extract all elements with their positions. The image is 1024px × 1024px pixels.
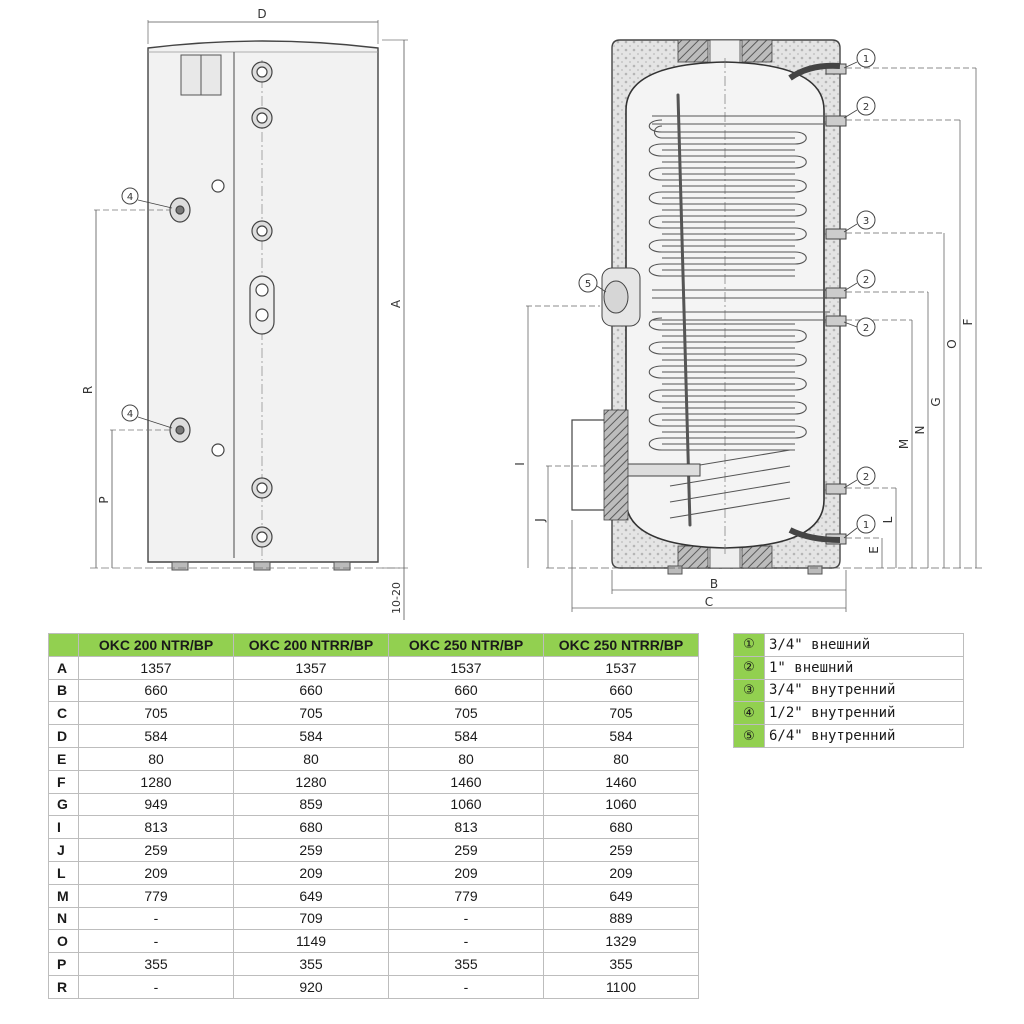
row-key: C — [49, 702, 79, 725]
row-key: D — [49, 725, 79, 748]
table-row — [49, 747, 699, 770]
table-cell: 660 — [389, 679, 544, 702]
table-cell: 859 — [234, 793, 389, 816]
table-cell: 680 — [234, 816, 389, 839]
row-key: L — [49, 861, 79, 884]
table-cell: 80 — [79, 747, 234, 770]
table-cell: 209 — [544, 861, 699, 884]
table-cell: 80 — [234, 747, 389, 770]
table-cell: 1460 — [389, 770, 544, 793]
front-view — [81, 7, 408, 620]
table-cell: 1357 — [234, 656, 389, 679]
table-cell: 1149 — [234, 930, 389, 953]
table-cell: 1357 — [79, 656, 234, 679]
table-row — [49, 884, 699, 907]
dim-label-e: E — [867, 546, 881, 554]
table-cell: 920 — [234, 975, 389, 998]
svg-text:2: 2 — [862, 472, 870, 483]
row-key: E — [49, 747, 79, 770]
table-cell: 209 — [234, 861, 389, 884]
table-cell: 709 — [234, 907, 389, 930]
table-cell: 660 — [79, 679, 234, 702]
table-row — [49, 816, 699, 839]
callout-2-c — [844, 318, 875, 336]
table-cell: 355 — [79, 953, 234, 976]
dim-label-p: P — [97, 496, 111, 504]
table-row — [49, 861, 699, 884]
legend-text: 1" внешний — [765, 656, 964, 679]
callout-1-top — [844, 49, 875, 68]
row-key: P — [49, 953, 79, 976]
table-cell: 1460 — [544, 770, 699, 793]
table-cell: 705 — [79, 702, 234, 725]
legend-item — [734, 725, 964, 748]
row-key: R — [49, 975, 79, 998]
table-cell: 889 — [544, 907, 699, 930]
legend-number: ① — [734, 634, 765, 657]
table-cell: 813 — [79, 816, 234, 839]
table-cell: 1280 — [234, 770, 389, 793]
table-row — [49, 907, 699, 930]
table-cell: 1100 — [544, 975, 699, 998]
legend-number: ④ — [734, 702, 765, 725]
table-cell: 779 — [389, 884, 544, 907]
table-row — [49, 656, 699, 679]
table-cell: 80 — [544, 747, 699, 770]
row-key: M — [49, 884, 79, 907]
dim-label-o: O — [945, 339, 959, 349]
legend-number: ⑤ — [734, 725, 765, 748]
table-row — [49, 930, 699, 953]
table-cell: - — [79, 930, 234, 953]
table-cell: 649 — [234, 884, 389, 907]
dim-label-d: D — [257, 7, 267, 21]
dim-label-b: B — [709, 577, 719, 591]
dim-label-a: A — [389, 299, 403, 309]
legend-number: ③ — [734, 679, 765, 702]
table-cell: 813 — [389, 816, 544, 839]
dim-label-m: M — [897, 438, 911, 450]
table-cell: 705 — [389, 702, 544, 725]
table-cell: 1537 — [544, 656, 699, 679]
callout-1-bottom — [844, 515, 875, 538]
table-cell: 584 — [389, 725, 544, 748]
table-row — [49, 702, 699, 725]
table-cell: 779 — [79, 884, 234, 907]
table-cell: 949 — [79, 793, 234, 816]
callout-2-d — [844, 467, 875, 488]
table-cell: - — [389, 930, 544, 953]
row-key: F — [49, 770, 79, 793]
dim-label-c: C — [704, 595, 714, 609]
row-key: B — [49, 679, 79, 702]
dimension-table — [48, 633, 699, 999]
table-cell: 584 — [544, 725, 699, 748]
table-cell: 209 — [79, 861, 234, 884]
table-cell: 705 — [544, 702, 699, 725]
row-key: I — [49, 816, 79, 839]
table-cell: 660 — [234, 679, 389, 702]
column-header: OKC 250 NTRR/BP — [544, 634, 699, 657]
connection-legend — [733, 633, 964, 748]
table-cell: 1280 — [79, 770, 234, 793]
row-key: N — [49, 907, 79, 930]
header-corner — [49, 634, 79, 657]
table-cell: 1329 — [544, 930, 699, 953]
table-row — [49, 953, 699, 976]
row-key: A — [49, 656, 79, 679]
table-row — [49, 725, 699, 748]
legend-item — [734, 702, 964, 725]
table-cell: 680 — [544, 816, 699, 839]
table-cell: 355 — [234, 953, 389, 976]
legend-text: 6/4" внутренний — [765, 725, 964, 748]
table-row — [49, 975, 699, 998]
table-cell: 649 — [544, 884, 699, 907]
callout-2-a — [844, 97, 875, 118]
callout-3 — [844, 211, 875, 232]
table-row — [49, 793, 699, 816]
legend-item — [734, 679, 964, 702]
table-row — [49, 839, 699, 862]
table-cell: 660 — [544, 679, 699, 702]
svg-text:3: 3 — [862, 216, 870, 227]
table-cell: 80 — [389, 747, 544, 770]
table-cell: - — [79, 907, 234, 930]
dim-label-f: F — [961, 318, 975, 326]
table-cell: - — [389, 907, 544, 930]
callout-2-b — [844, 270, 875, 291]
table-cell: 705 — [234, 702, 389, 725]
svg-text:4: 4 — [126, 409, 134, 420]
legend-text: 1/2" внутренний — [765, 702, 964, 725]
svg-text:5: 5 — [584, 279, 592, 290]
svg-text:1: 1 — [862, 54, 870, 65]
table-row — [49, 679, 699, 702]
table-cell: 1060 — [544, 793, 699, 816]
table-cell: - — [79, 975, 234, 998]
row-key: G — [49, 793, 79, 816]
column-header: OKC 250 NTR/BP — [389, 634, 544, 657]
svg-text:2: 2 — [862, 323, 870, 334]
dim-label-i: I — [513, 462, 527, 466]
dim-label-n: N — [913, 425, 927, 435]
table-cell: 355 — [544, 953, 699, 976]
legend-number: ② — [734, 656, 765, 679]
table-cell: 259 — [544, 839, 699, 862]
dimension-table-header — [49, 634, 699, 657]
legend-item — [734, 634, 964, 657]
dim-label-r: R — [81, 385, 95, 395]
dim-label-g: G — [929, 397, 943, 407]
table-cell: - — [389, 975, 544, 998]
row-key: O — [49, 930, 79, 953]
dim-label-gap: 10-20 — [390, 582, 403, 614]
table-cell: 259 — [79, 839, 234, 862]
svg-text:1: 1 — [862, 520, 870, 531]
table-cell: 1537 — [389, 656, 544, 679]
table-cell: 209 — [389, 861, 544, 884]
svg-text:4: 4 — [126, 192, 134, 203]
table-cell: 259 — [389, 839, 544, 862]
table-cell: 584 — [234, 725, 389, 748]
svg-text:2: 2 — [862, 102, 870, 113]
table-row — [49, 770, 699, 793]
dim-label-l: L — [881, 516, 895, 524]
column-header: OKC 200 NTRR/BP — [234, 634, 389, 657]
svg-text:2: 2 — [862, 275, 870, 286]
table-cell: 259 — [234, 839, 389, 862]
dim-label-j: J — [533, 518, 547, 522]
table-cell: 584 — [79, 725, 234, 748]
row-key: J — [49, 839, 79, 862]
section-view — [513, 40, 982, 612]
column-header: OKC 200 NTR/BP — [79, 634, 234, 657]
table-cell: 1060 — [389, 793, 544, 816]
legend-text: 3/4" внутренний — [765, 679, 964, 702]
table-cell: 355 — [389, 953, 544, 976]
legend-text: 3/4" внешний — [765, 634, 964, 657]
legend-item — [734, 656, 964, 679]
